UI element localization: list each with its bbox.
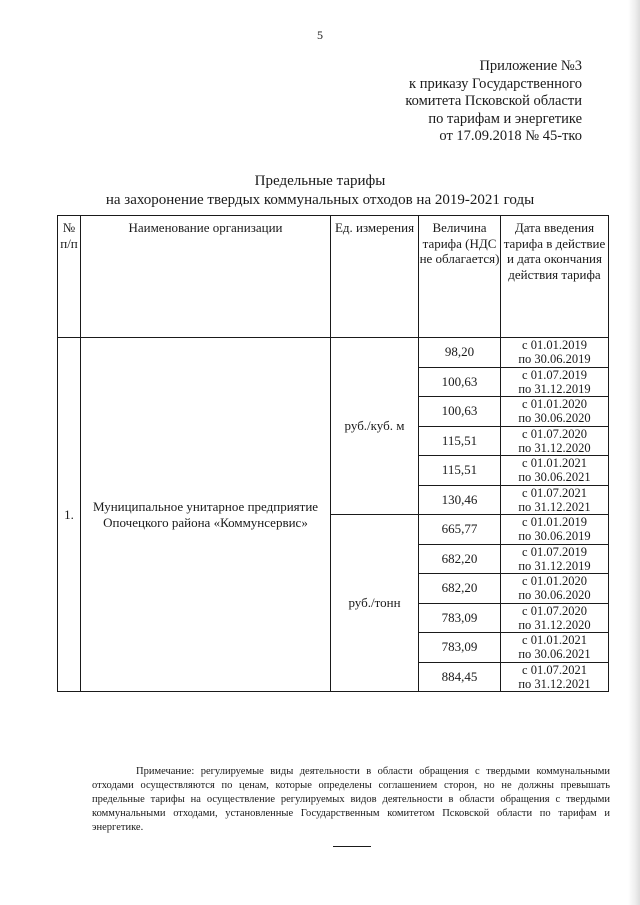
tariff-value: 884,45 — [419, 662, 501, 692]
period-cell — [501, 485, 609, 515]
bottom-divider — [333, 846, 371, 847]
organization-name: Муниципальное унитарное предприятие Опочецкого района «Коммунсервис» — [81, 338, 331, 692]
header-organization: Наименование организации — [81, 216, 331, 338]
tariff-value: 115,51 — [419, 426, 501, 456]
period-cell — [501, 338, 609, 368]
period-to: по 31.12.2020 — [518, 617, 591, 632]
footnote: Примечание: регулируемые виды деятельности в области обращения с твердыми коммунальными отходами осуществляются по ценам, которые определены соглашением сторон, но не должны превышать предельные тарифы на осуществление регулируемых видов деятельности в области обращения с твердыми коммунальными отходами, установленные Государственным комитетом Псковской области по тарифам и энергетике. — [92, 766, 610, 833]
header-period: Дата введения тарифа в действие и дата окончания действия тарифа — [501, 216, 609, 338]
period-to: по 31.12.2019 — [518, 558, 591, 573]
period-to: по 30.06.2020 — [518, 588, 591, 603]
period-from: с 01.07.2020 — [522, 426, 587, 441]
unit-cell: руб./куб. м — [331, 338, 419, 515]
period-from: с 01.07.2019 — [522, 367, 587, 382]
period-from: с 01.07.2021 — [522, 662, 587, 677]
period-from: с 01.01.2019 — [522, 515, 587, 530]
unit-cell: руб./тонн — [331, 515, 419, 692]
period-from: с 01.01.2019 — [522, 338, 587, 353]
appendix-line: Приложение №3 — [479, 58, 582, 74]
appendix-line: комитета Псковской области — [405, 93, 582, 109]
tariff-value: 682,20 — [419, 574, 501, 604]
tariff-value: 115,51 — [419, 456, 501, 486]
period-to: по 30.06.2019 — [518, 529, 591, 544]
period-cell — [501, 426, 609, 456]
period-cell — [501, 515, 609, 545]
period-from: с 01.07.2020 — [522, 603, 587, 618]
title-line-2: на захоронение твердых коммунальных отходов на 2019-2021 годы — [105, 192, 535, 208]
scan-edge-shadow — [628, 0, 640, 905]
appendix-block — [322, 58, 582, 146]
tariff-value: 130,46 — [419, 485, 501, 515]
header-tariff: Величина тарифа (НДС не облагается) — [419, 216, 501, 338]
period-cell — [501, 574, 609, 604]
tariff-value: 783,09 — [419, 633, 501, 663]
table-header-row — [58, 216, 609, 338]
period-from: с 01.07.2019 — [522, 544, 587, 559]
tariff-value: 98,20 — [419, 338, 501, 368]
period-from: с 01.01.2020 — [522, 574, 587, 589]
tariff-value: 682,20 — [419, 544, 501, 574]
page-number: 5 — [317, 28, 323, 42]
period-to: по 31.12.2021 — [518, 499, 591, 514]
row-number: 1. — [58, 338, 81, 692]
period-cell — [501, 397, 609, 427]
tariff-value: 783,09 — [419, 603, 501, 633]
period-from: с 01.01.2020 — [522, 397, 587, 412]
tariff-value: 665,77 — [419, 515, 501, 545]
tariff-table — [57, 215, 609, 692]
period-from: с 01.01.2021 — [522, 456, 587, 471]
period-to: по 31.12.2021 — [518, 676, 591, 691]
period-cell — [501, 603, 609, 633]
period-to: по 30.06.2021 — [518, 647, 591, 662]
period-cell — [501, 367, 609, 397]
tariff-value: 100,63 — [419, 367, 501, 397]
title-line-1: Предельные тарифы — [254, 173, 386, 189]
appendix-line: к приказу Государственного — [409, 75, 582, 92]
period-cell — [501, 456, 609, 486]
period-to: по 31.12.2019 — [518, 381, 591, 396]
document-title — [80, 172, 560, 210]
header-unit: Ед. измерения — [331, 216, 419, 338]
appendix-line: по тарифам и энергетике — [428, 110, 582, 127]
period-to: по 30.06.2020 — [518, 411, 591, 426]
period-from: с 01.07.2021 — [522, 485, 587, 500]
period-to: по 30.06.2021 — [518, 470, 591, 485]
period-cell — [501, 544, 609, 574]
period-cell — [501, 662, 609, 692]
header-number: № п/п — [58, 216, 81, 338]
period-to: по 30.06.2019 — [518, 352, 591, 367]
table-row — [58, 338, 609, 368]
appendix-line: от 17.09.2018 № 45-тко — [439, 128, 582, 144]
period-cell — [501, 633, 609, 663]
period-to: по 31.12.2020 — [518, 440, 591, 455]
period-from: с 01.01.2021 — [522, 633, 587, 648]
tariff-value: 100,63 — [419, 397, 501, 427]
